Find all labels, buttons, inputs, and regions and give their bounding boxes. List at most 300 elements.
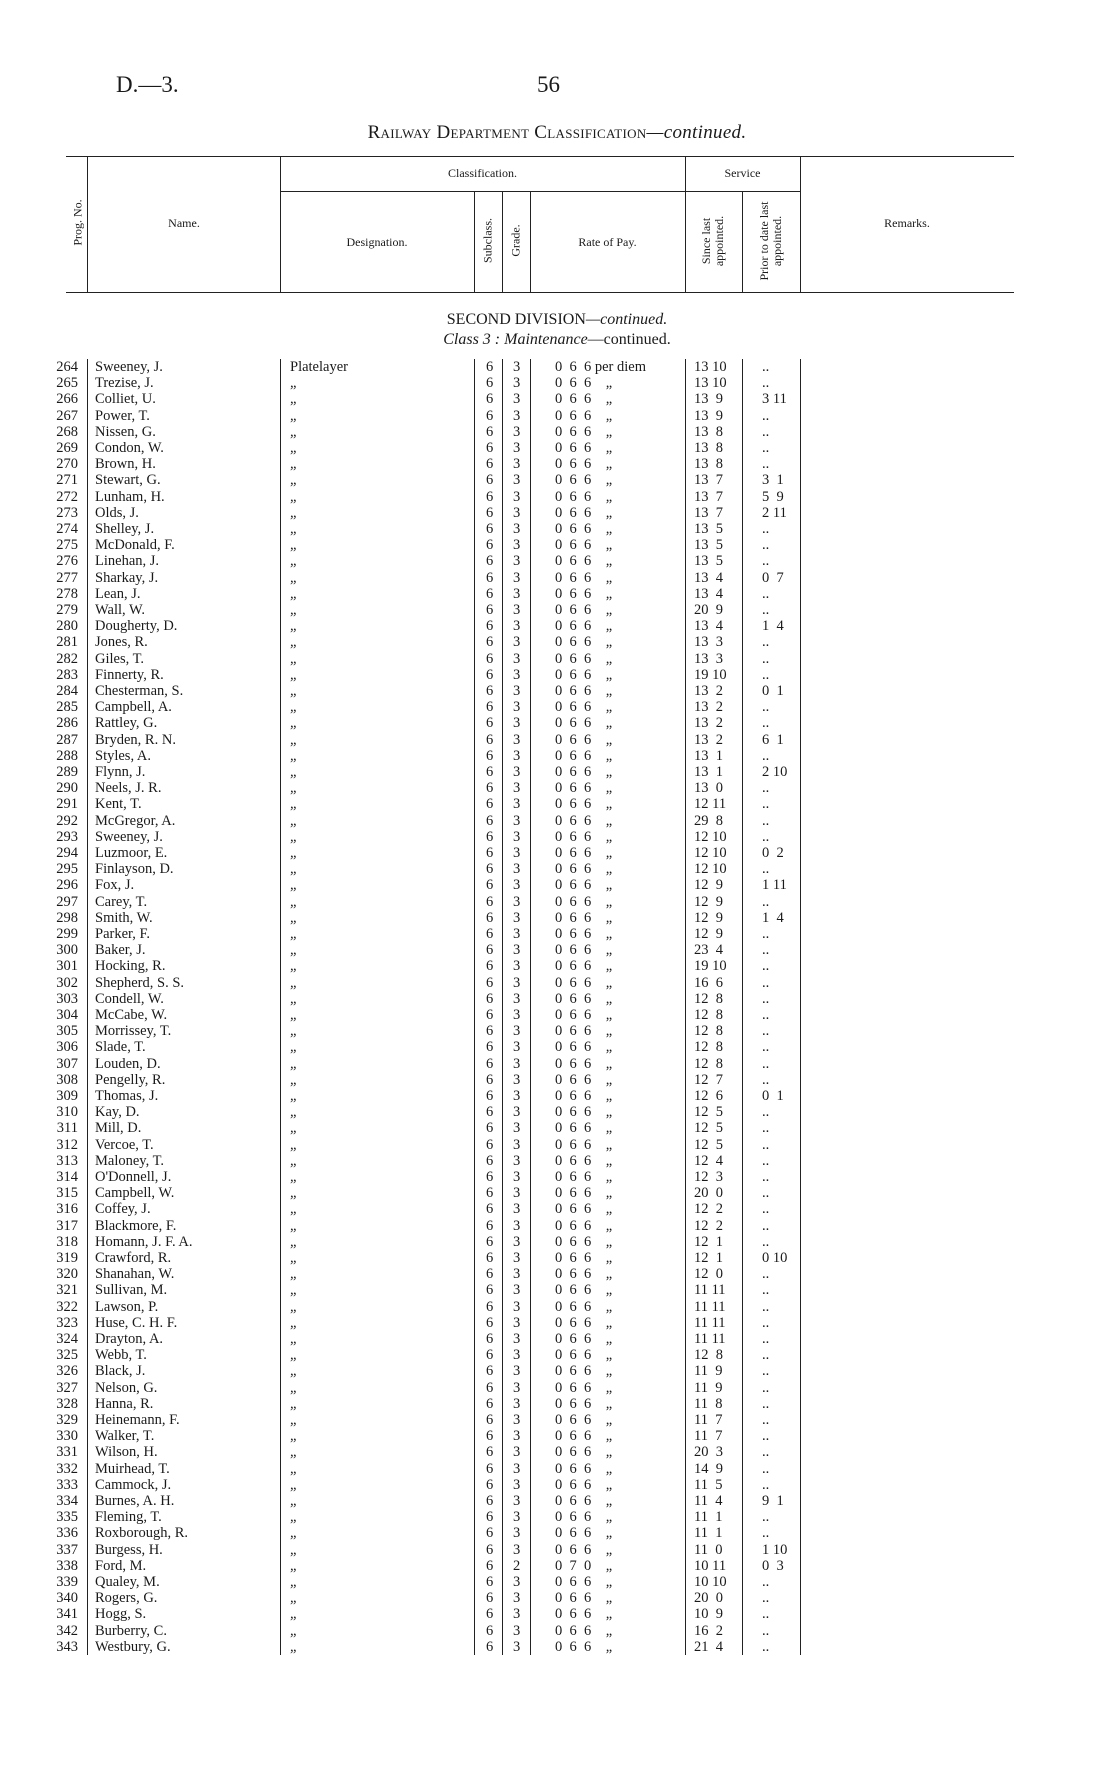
grade-cell: 3 bbox=[513, 1347, 521, 1364]
grade-cell: 3 bbox=[513, 683, 521, 699]
prog-no-cell: 321 bbox=[56, 1282, 78, 1299]
since-last-appointed-cell: 11 0 bbox=[694, 1541, 723, 1558]
grade-cell: 3 bbox=[513, 1444, 521, 1461]
table-row bbox=[0, 489, 1114, 505]
prog-no-cell: 336 bbox=[56, 1525, 78, 1542]
prog-no-cell: 291 bbox=[56, 796, 78, 813]
grade-cell: 3 bbox=[513, 1574, 521, 1590]
rate-of-pay-cell: 0 6 6 „ bbox=[555, 1185, 613, 1202]
name-cell: McDonald, F. bbox=[95, 537, 175, 554]
prior-service-cell: .. bbox=[762, 1266, 770, 1283]
prog-no-cell: 326 bbox=[56, 1363, 78, 1380]
table-row bbox=[0, 1606, 1114, 1622]
name-cell: Huse, C. H. F. bbox=[95, 1314, 178, 1331]
since-last-appointed-cell: 13 2 bbox=[694, 731, 723, 748]
name-cell: Drayton, A. bbox=[95, 1331, 164, 1347]
rate-of-pay-cell: 0 6 6 „ bbox=[555, 845, 613, 861]
prog-no-cell: 327 bbox=[56, 1379, 78, 1396]
since-last-appointed-cell: 20 0 bbox=[694, 1185, 723, 1202]
rate-of-pay-cell: 0 6 6 „ bbox=[555, 1055, 613, 1072]
since-last-appointed-cell: 12 1 bbox=[694, 1250, 723, 1266]
prog-no-cell: 320 bbox=[56, 1266, 78, 1283]
designation-cell: „ bbox=[290, 1039, 297, 1056]
since-last-appointed-cell: 13 1 bbox=[694, 764, 723, 780]
rate-of-pay-cell: 0 6 6 „ bbox=[555, 683, 613, 699]
division-name: SECOND DIVISION bbox=[446, 311, 586, 328]
prior-service-cell: 0 7 bbox=[762, 569, 784, 586]
subclass-cell: 6 bbox=[486, 1282, 494, 1299]
grade-cell: 3 bbox=[513, 618, 521, 635]
name-cell: McCabe, W. bbox=[95, 1007, 168, 1023]
grade-cell: 3 bbox=[513, 1233, 521, 1250]
grade-cell: 3 bbox=[513, 1363, 521, 1380]
designation-cell: „ bbox=[290, 861, 297, 878]
header-top-rule bbox=[66, 156, 1014, 157]
since-last-appointed-cell: 12 8 bbox=[694, 1055, 723, 1072]
grade-cell: 3 bbox=[513, 877, 521, 894]
subclass-cell: 6 bbox=[486, 1331, 494, 1347]
prior-service-cell: .. bbox=[762, 1314, 770, 1331]
name-cell: Webb, T. bbox=[95, 1347, 147, 1364]
rate-of-pay-cell: 0 6 6 „ bbox=[555, 1071, 613, 1088]
prior-service-cell: 3 11 bbox=[762, 391, 787, 408]
prior-service-cell: 1 4 bbox=[762, 909, 784, 926]
grade-cell: 3 bbox=[513, 1039, 521, 1056]
designation-cell: „ bbox=[290, 1574, 297, 1590]
prog-no-cell: 304 bbox=[56, 1007, 78, 1023]
designation-cell: „ bbox=[290, 974, 297, 991]
prior-service-cell: 1 4 bbox=[762, 618, 784, 635]
since-last-appointed-cell: 11 1 bbox=[694, 1525, 723, 1542]
subclass-cell: 6 bbox=[486, 1606, 494, 1623]
name-cell: Hogg, S. bbox=[95, 1606, 147, 1623]
designation-cell: „ bbox=[290, 828, 297, 845]
table-row bbox=[0, 1590, 1114, 1606]
designation-cell: „ bbox=[290, 440, 297, 456]
grade-cell: 3 bbox=[513, 893, 521, 910]
since-last-appointed-cell: 12 8 bbox=[694, 1347, 723, 1364]
prior-service-cell: .. bbox=[762, 1363, 770, 1380]
prior-service-cell: .. bbox=[762, 1023, 770, 1040]
name-cell: Dougherty, D. bbox=[95, 618, 178, 635]
rate-of-pay-cell: 0 6 6 „ bbox=[555, 1331, 613, 1347]
subclass-cell: 6 bbox=[486, 1476, 494, 1493]
table-row bbox=[0, 634, 1114, 650]
grade-cell: 3 bbox=[513, 731, 521, 748]
name-cell: Fleming, T. bbox=[95, 1509, 162, 1526]
prog-no-cell: 287 bbox=[56, 731, 78, 748]
prog-no-cell: 281 bbox=[56, 634, 78, 651]
col-rule-7 bbox=[742, 191, 743, 292]
rate-of-pay-cell: 0 6 6 „ bbox=[555, 731, 613, 748]
since-last-appointed-cell: 12 8 bbox=[694, 1039, 723, 1056]
grade-cell: 3 bbox=[513, 1071, 521, 1088]
name-cell: Thomas, J. bbox=[95, 1088, 159, 1104]
prog-no-cell: 325 bbox=[56, 1347, 78, 1364]
prog-no-cell: 302 bbox=[56, 974, 78, 991]
subclass-cell: 6 bbox=[486, 1298, 494, 1315]
table-row bbox=[0, 1104, 1114, 1120]
since-last-appointed-cell: 11 9 bbox=[694, 1363, 723, 1380]
table-row bbox=[0, 1525, 1114, 1541]
prior-service-cell: 3 1 bbox=[762, 472, 784, 489]
prog-no-cell: 271 bbox=[56, 472, 78, 489]
prior-service-cell: 6 1 bbox=[762, 731, 784, 748]
prog-no-cell: 331 bbox=[56, 1444, 78, 1461]
name-cell: Campbell, A. bbox=[95, 699, 172, 716]
rate-of-pay-cell: 0 6 6 „ bbox=[555, 1509, 613, 1526]
prior-service-cell: .. bbox=[762, 1039, 770, 1056]
grade-cell: 3 bbox=[513, 1007, 521, 1023]
table-row bbox=[0, 910, 1114, 926]
table-row bbox=[0, 1461, 1114, 1477]
prog-no-cell: 288 bbox=[56, 747, 78, 764]
designation-cell: „ bbox=[290, 1282, 297, 1299]
name-cell: Sweeney, J. bbox=[95, 828, 163, 845]
rate-of-pay-cell: 0 6 6 „ bbox=[555, 1395, 613, 1412]
rate-of-pay-cell: 0 6 6 „ bbox=[555, 909, 613, 926]
since-last-appointed-cell: 13 0 bbox=[694, 780, 723, 797]
name-cell: Ford, M. bbox=[95, 1557, 147, 1574]
table-row bbox=[0, 456, 1114, 472]
rate-of-pay-cell: 0 6 6 „ bbox=[555, 1088, 613, 1104]
subclass-cell: 6 bbox=[486, 1622, 494, 1639]
prog-no-cell: 285 bbox=[56, 699, 78, 716]
name-cell: Parker, F. bbox=[95, 926, 151, 942]
name-cell: Vercoe, T. bbox=[95, 1136, 154, 1153]
prog-no-cell: 295 bbox=[56, 861, 78, 878]
designation-cell: „ bbox=[290, 1606, 297, 1623]
subclass-cell: 6 bbox=[486, 812, 494, 829]
since-last-appointed-cell: 11 9 bbox=[694, 1379, 723, 1396]
table-row bbox=[0, 975, 1114, 991]
since-last-appointed-cell: 11 5 bbox=[694, 1476, 723, 1493]
header-service: Service bbox=[724, 166, 761, 180]
since-last-appointed-cell: 13 2 bbox=[694, 715, 723, 732]
designation-cell: „ bbox=[290, 585, 297, 602]
designation-cell: „ bbox=[290, 1250, 297, 1266]
prog-no-cell: 269 bbox=[56, 440, 78, 456]
rate-of-pay-cell: 0 6 6 „ bbox=[555, 747, 613, 764]
prog-no-cell: 277 bbox=[56, 569, 78, 586]
subclass-cell: 6 bbox=[486, 1379, 494, 1396]
prog-no-cell: 276 bbox=[56, 553, 78, 570]
header-bottom-rule bbox=[66, 292, 1014, 293]
designation-cell: „ bbox=[290, 1314, 297, 1331]
since-last-appointed-cell: 11 1 bbox=[694, 1509, 723, 1526]
prior-service-cell: .. bbox=[762, 602, 770, 618]
rate-of-pay-cell: 0 6 6 „ bbox=[555, 812, 613, 829]
subclass-cell: 6 bbox=[486, 1055, 494, 1072]
grade-cell: 3 bbox=[513, 974, 521, 991]
rate-of-pay-cell: 0 6 6 „ bbox=[555, 537, 613, 554]
prior-service-cell: .. bbox=[762, 1638, 770, 1655]
since-last-appointed-cell: 12 5 bbox=[694, 1120, 723, 1137]
table-row bbox=[0, 1412, 1114, 1428]
prior-service-cell: .. bbox=[762, 1136, 770, 1153]
name-cell: Burberry, C. bbox=[95, 1622, 167, 1639]
name-cell: Power, T. bbox=[95, 407, 150, 424]
rate-of-pay-cell: 0 6 6 „ bbox=[555, 407, 613, 424]
name-cell: Hanna, R. bbox=[95, 1395, 154, 1412]
prior-service-cell: 9 1 bbox=[762, 1493, 784, 1509]
prior-service-cell: .. bbox=[762, 1233, 770, 1250]
grade-cell: 3 bbox=[513, 1136, 521, 1153]
name-cell: Black, J. bbox=[95, 1363, 146, 1380]
subclass-cell: 6 bbox=[486, 683, 494, 699]
prog-no-cell: 300 bbox=[56, 942, 78, 959]
table-row bbox=[0, 958, 1114, 974]
rate-of-pay-cell: 0 6 6 „ bbox=[555, 1379, 613, 1396]
designation-cell: „ bbox=[290, 1541, 297, 1558]
class-label: Class 3 : bbox=[443, 331, 501, 348]
prog-no-cell: 273 bbox=[56, 504, 78, 521]
table-row bbox=[0, 1039, 1114, 1055]
prior-service-cell: .. bbox=[762, 1185, 770, 1202]
designation-cell: „ bbox=[290, 472, 297, 489]
subclass-cell: 6 bbox=[486, 1104, 494, 1121]
since-last-appointed-cell: 16 6 bbox=[694, 974, 723, 991]
document-reference: D.—3. bbox=[116, 72, 179, 97]
prior-service-cell: .. bbox=[762, 990, 770, 1007]
grade-cell: 3 bbox=[513, 764, 521, 780]
prior-service-cell: .. bbox=[762, 958, 770, 975]
prior-service-cell: .. bbox=[762, 666, 770, 683]
designation-cell: „ bbox=[290, 650, 297, 667]
name-cell: Hocking, R. bbox=[95, 958, 166, 975]
rate-of-pay-cell: 0 6 6 „ bbox=[555, 440, 613, 456]
rate-of-pay-cell: 0 6 6 „ bbox=[555, 1250, 613, 1266]
prior-service-cell: 5 9 bbox=[762, 488, 784, 505]
grade-cell: 3 bbox=[513, 521, 521, 537]
rate-of-pay-cell: 0 6 6 „ bbox=[555, 1541, 613, 1558]
table-row bbox=[0, 408, 1114, 424]
subclass-cell: 6 bbox=[486, 1250, 494, 1266]
table-row bbox=[0, 1380, 1114, 1396]
designation-cell: „ bbox=[290, 909, 297, 926]
since-last-appointed-cell: 11 8 bbox=[694, 1395, 723, 1412]
grade-cell: 3 bbox=[513, 1152, 521, 1169]
since-last-appointed-cell: 16 2 bbox=[694, 1622, 723, 1639]
subclass-cell: 6 bbox=[486, 1363, 494, 1380]
name-cell: Nelson, G. bbox=[95, 1379, 158, 1396]
designation-cell: „ bbox=[290, 488, 297, 505]
prog-no-cell: 335 bbox=[56, 1509, 78, 1526]
rate-of-pay-cell: 0 6 6 „ bbox=[555, 650, 613, 667]
subclass-cell: 6 bbox=[486, 1217, 494, 1234]
designation-cell: „ bbox=[290, 1088, 297, 1104]
rate-of-pay-cell: 0 6 6 „ bbox=[555, 1201, 613, 1218]
table-row bbox=[0, 1250, 1114, 1266]
since-last-appointed-cell: 13 4 bbox=[694, 585, 723, 602]
subclass-cell: 6 bbox=[486, 1201, 494, 1218]
prior-service-cell: .. bbox=[762, 1525, 770, 1542]
header-since-last-appointed: Since last appointed. bbox=[699, 215, 726, 267]
prior-service-cell: .. bbox=[762, 812, 770, 829]
designation-cell: „ bbox=[290, 1493, 297, 1509]
prog-no-cell: 264 bbox=[56, 359, 78, 375]
class-name: Maintenance bbox=[504, 331, 588, 348]
since-last-appointed-cell: 13 8 bbox=[694, 423, 723, 440]
designation-cell: „ bbox=[290, 553, 297, 570]
designation-cell: „ bbox=[290, 1525, 297, 1542]
name-cell: Wall, W. bbox=[95, 602, 145, 618]
table-row bbox=[0, 780, 1114, 796]
rate-of-pay-cell: 0 6 6 „ bbox=[555, 602, 613, 618]
grade-cell: 3 bbox=[513, 1428, 521, 1445]
since-last-appointed-cell: 11 11 bbox=[694, 1331, 726, 1347]
table-row bbox=[0, 683, 1114, 699]
grade-cell: 3 bbox=[513, 1055, 521, 1072]
page-number: 56 bbox=[537, 72, 560, 97]
since-last-appointed-cell: 13 4 bbox=[694, 618, 723, 635]
name-cell: Walker, T. bbox=[95, 1428, 155, 1445]
prog-no-cell: 319 bbox=[56, 1250, 78, 1266]
table-row bbox=[0, 618, 1114, 634]
name-cell: Shelley, J. bbox=[95, 521, 155, 537]
prior-service-cell: .. bbox=[762, 359, 770, 375]
subclass-cell: 6 bbox=[486, 715, 494, 732]
prog-no-cell: 341 bbox=[56, 1606, 78, 1623]
since-last-appointed-cell: 12 9 bbox=[694, 926, 723, 942]
prog-no-cell: 265 bbox=[56, 375, 78, 392]
prior-service-cell: .. bbox=[762, 456, 770, 473]
designation-cell: „ bbox=[290, 877, 297, 894]
rate-of-pay-cell: 0 6 6 „ bbox=[555, 1217, 613, 1234]
grade-cell: 3 bbox=[513, 1476, 521, 1493]
since-last-appointed-cell: 11 7 bbox=[694, 1428, 723, 1445]
prior-service-cell: .. bbox=[762, 1509, 770, 1526]
since-last-appointed-cell: 13 4 bbox=[694, 569, 723, 586]
prior-service-cell: .. bbox=[762, 553, 770, 570]
prior-service-cell: 0 2 bbox=[762, 845, 784, 861]
subclass-cell: 6 bbox=[486, 504, 494, 521]
designation-cell: „ bbox=[290, 990, 297, 1007]
prior-service-cell: .. bbox=[762, 1606, 770, 1623]
name-cell: Homann, J. F. A. bbox=[95, 1233, 193, 1250]
rate-of-pay-cell: 0 6 6 „ bbox=[555, 1298, 613, 1315]
prior-service-cell: .. bbox=[762, 423, 770, 440]
designation-cell: „ bbox=[290, 699, 297, 716]
header-prior-to-date: Prior to date last appointed. bbox=[757, 201, 784, 281]
table-row bbox=[0, 1266, 1114, 1282]
name-cell: O'Donnell, J. bbox=[95, 1169, 172, 1185]
designation-cell: „ bbox=[290, 1331, 297, 1347]
rate-of-pay-cell: 0 6 6 „ bbox=[555, 488, 613, 505]
prog-no-cell: 333 bbox=[56, 1476, 78, 1493]
grade-cell: 3 bbox=[513, 1412, 521, 1428]
name-cell: Muirhead, T. bbox=[95, 1460, 170, 1477]
prog-no-cell: 310 bbox=[56, 1104, 78, 1121]
grade-cell: 3 bbox=[513, 828, 521, 845]
grade-cell: 3 bbox=[513, 1282, 521, 1299]
table-row bbox=[0, 877, 1114, 893]
name-cell: Westbury, G. bbox=[95, 1638, 171, 1655]
subclass-cell: 6 bbox=[486, 1152, 494, 1169]
prior-service-cell: .. bbox=[762, 1590, 770, 1607]
designation-cell: „ bbox=[290, 504, 297, 521]
prog-no-cell: 299 bbox=[56, 926, 78, 942]
rate-of-pay-cell: 0 6 6 „ bbox=[555, 1493, 613, 1509]
since-last-appointed-cell: 13 7 bbox=[694, 472, 723, 489]
grade-cell: 3 bbox=[513, 585, 521, 602]
subclass-cell: 6 bbox=[486, 1525, 494, 1542]
grade-cell: 3 bbox=[513, 440, 521, 456]
name-cell: Mill, D. bbox=[95, 1120, 142, 1137]
rate-of-pay-cell: 0 6 6 „ bbox=[555, 569, 613, 586]
grade-cell: 3 bbox=[513, 423, 521, 440]
subclass-cell: 6 bbox=[486, 909, 494, 926]
rate-of-pay-cell: 0 6 6 „ bbox=[555, 828, 613, 845]
prog-no-cell: 301 bbox=[56, 958, 78, 975]
prior-service-cell: .. bbox=[762, 1152, 770, 1169]
subclass-cell: 6 bbox=[486, 1039, 494, 1056]
name-cell: Nissen, G. bbox=[95, 423, 156, 440]
table-row bbox=[0, 1072, 1114, 1088]
designation-cell: „ bbox=[290, 1185, 297, 1202]
prior-service-cell: .. bbox=[762, 1104, 770, 1121]
prog-no-cell: 342 bbox=[56, 1622, 78, 1639]
header-grade: Grade. bbox=[508, 224, 523, 257]
table-row bbox=[0, 1347, 1114, 1363]
name-cell: Linehan, J. bbox=[95, 553, 160, 570]
rate-of-pay-cell: 0 6 6 „ bbox=[555, 1460, 613, 1477]
designation-cell: „ bbox=[290, 1055, 297, 1072]
grade-cell: 3 bbox=[513, 1169, 521, 1185]
table-row bbox=[0, 1444, 1114, 1460]
prog-no-cell: 289 bbox=[56, 764, 78, 780]
designation-cell: „ bbox=[290, 1104, 297, 1121]
name-cell: Rogers, G. bbox=[95, 1590, 158, 1607]
subclass-cell: 6 bbox=[486, 391, 494, 408]
name-cell: Kay, D. bbox=[95, 1104, 140, 1121]
designation-cell: „ bbox=[290, 1266, 297, 1283]
prog-no-cell: 328 bbox=[56, 1395, 78, 1412]
name-cell: Maloney, T. bbox=[95, 1152, 164, 1169]
name-cell: Carey, T. bbox=[95, 893, 148, 910]
rate-of-pay-cell: 0 6 6 „ bbox=[555, 958, 613, 975]
prog-no-cell: 296 bbox=[56, 877, 78, 894]
prior-service-cell: .. bbox=[762, 942, 770, 959]
prog-no-cell: 322 bbox=[56, 1298, 78, 1315]
designation-cell: „ bbox=[290, 1007, 297, 1023]
grade-cell: 3 bbox=[513, 1590, 521, 1607]
name-cell: Finlayson, D. bbox=[95, 861, 174, 878]
name-cell: Heinemann, F. bbox=[95, 1412, 180, 1428]
prog-no-cell: 338 bbox=[56, 1557, 78, 1574]
since-last-appointed-cell: 19 10 bbox=[694, 958, 727, 975]
prior-service-cell: .. bbox=[762, 828, 770, 845]
name-cell: Neels, J. R. bbox=[95, 780, 162, 797]
subclass-cell: 6 bbox=[486, 747, 494, 764]
name-cell: Sullivan, M. bbox=[95, 1282, 168, 1299]
table-row bbox=[0, 1493, 1114, 1509]
name-cell: Olds, J. bbox=[95, 504, 139, 521]
prog-no-cell: 283 bbox=[56, 666, 78, 683]
grade-cell: 3 bbox=[513, 375, 521, 392]
since-last-appointed-cell: 12 6 bbox=[694, 1088, 723, 1104]
subclass-cell: 6 bbox=[486, 845, 494, 861]
table-row bbox=[0, 1120, 1114, 1136]
designation-cell: „ bbox=[290, 569, 297, 586]
since-last-appointed-cell: 12 1 bbox=[694, 1233, 723, 1250]
grade-cell: 3 bbox=[513, 990, 521, 1007]
rate-of-pay-cell: 0 6 6 „ bbox=[555, 974, 613, 991]
col-rule-3 bbox=[474, 191, 475, 292]
rate-of-pay-cell: 0 6 6 „ bbox=[555, 1314, 613, 1331]
table-row bbox=[0, 796, 1114, 812]
subclass-cell: 6 bbox=[486, 1233, 494, 1250]
